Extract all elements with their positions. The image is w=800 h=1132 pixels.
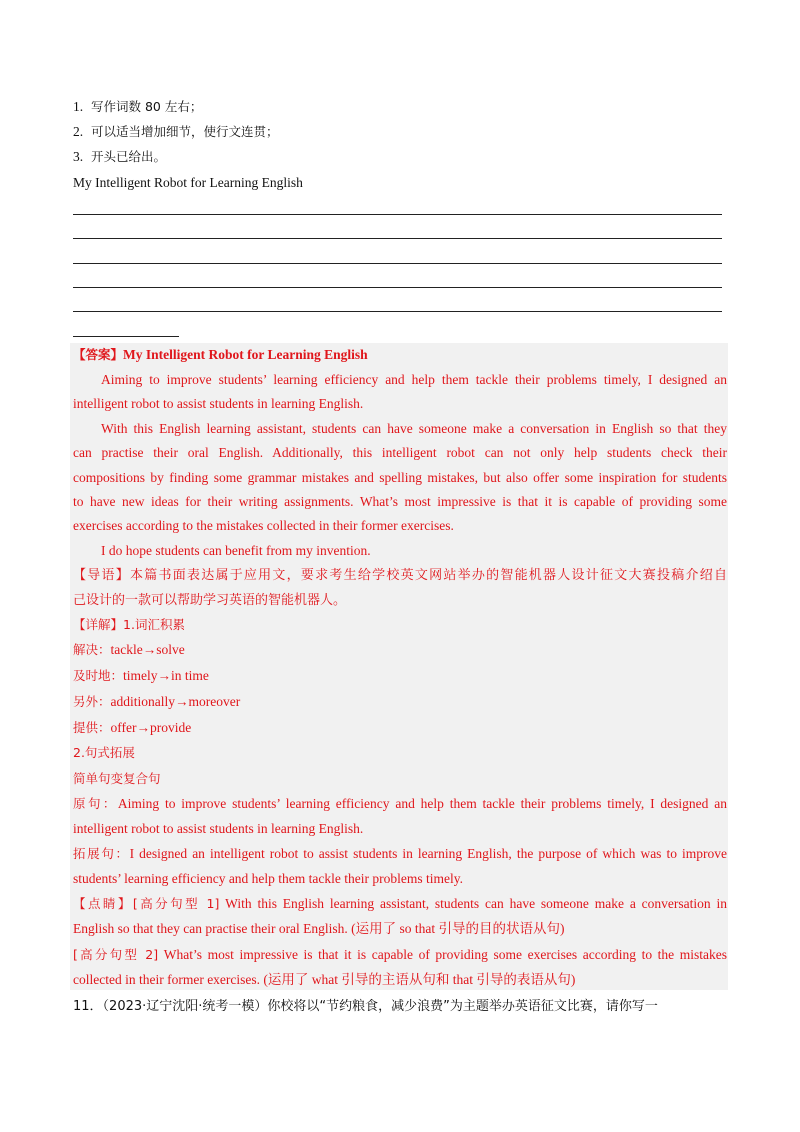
detail-heading: 【详解】1.词汇积累	[73, 617, 185, 632]
vocab-item: 解决：tackle→solve	[73, 642, 185, 657]
essay-title: My Intelligent Robot for Learning English	[73, 175, 303, 190]
detail-subheading: 简单句变复合句	[73, 771, 161, 786]
detail-section-2: 2.句式拓展	[73, 745, 135, 760]
requirement-3: 3. 开头已给出。	[73, 149, 167, 164]
guide-line: 【导语】本篇书面表达属于应用文，要求考生给学校英文网站举办的智能机器人设计征文大赛投稿介绍自	[73, 568, 727, 583]
requirement-2: 2. 可以适当增加细节，使行文连贯；	[73, 124, 279, 139]
vocab-item: 提供：offer→provide	[73, 720, 192, 735]
answer-heading: 【答案】My Intelligent Robot for Learning English	[73, 347, 368, 362]
extended-sentence-line: 拓展句：I designed an intelligent robot to assist students in learning English, the purpose of which was to improve	[73, 846, 727, 861]
writing-line	[73, 263, 722, 264]
highlight-line: [高分句型 2] What’s most impressive is that it is capable of providing some exercises according to the mistakes	[73, 947, 727, 962]
extended-sentence-line: students’ learning efficiency and help them tackle their problems timely.	[73, 871, 463, 886]
writing-line	[73, 287, 722, 288]
vocab-item: 及时地：timely→in time	[73, 668, 209, 683]
next-question: 11．（2023·辽宁沈阳·统考一模）你校将以“节约粮食，减少浪费”为主题举办英语征文比赛，请你写一	[73, 999, 658, 1014]
highlight-line: 【点睛】[高分句型 1] With this English learning assistant, students can have someone make a conversation in	[73, 896, 727, 911]
vocab-item: 另外：additionally→moreover	[73, 694, 241, 709]
answer-paragraph-2-line: to have new ideas for their writing assignments. What’s most impressive is that it is capable of providing some	[73, 494, 727, 509]
highlight-line: English so that they can practise their oral English. (运用了 so that 引导的目的状语从句)	[73, 921, 565, 936]
original-sentence-line: intelligent robot to assist students in learning English.	[73, 821, 364, 836]
guide-line: 己设计的一款可以帮助学习英语的智能机器人。	[73, 593, 347, 608]
writing-line	[73, 311, 722, 312]
requirement-1: 1. 写作词数 80 左右；	[73, 99, 203, 114]
highlight-line: collected in their former exercises. (运用了 what 引导的主语从句和 that 引导的表语从句)	[73, 972, 576, 987]
answer-paragraph-2-line: can practise their oral English. Additionally, this intelligent robot can not only help students check their	[73, 445, 727, 460]
answer-paragraph-1-line: intelligent robot to assist students in learning English.	[73, 396, 364, 411]
writing-line	[73, 214, 722, 215]
answer-paragraph-2-line: With this English learning assistant, students can have someone make a conversation in English so that they	[101, 421, 727, 436]
writing-line-short	[73, 336, 179, 337]
original-sentence-line: 原句：Aiming to improve students’ learning efficiency and help them tackle their problems timely, I designed an	[73, 796, 727, 811]
answer-paragraph-3: I do hope students can benefit from my invention.	[101, 543, 371, 558]
answer-paragraph-2-line: compositions by finding some grammar mistakes and spelling mistakes, but also offer some inspiration for students	[73, 470, 727, 485]
answer-paragraph-2-line: exercises according to the mistakes collected in their former exercises.	[73, 518, 454, 533]
writing-line	[73, 238, 722, 239]
answer-paragraph-1-line: Aiming to improve students’ learning efficiency and help them tackle their problems timely, I designed an	[101, 372, 727, 387]
